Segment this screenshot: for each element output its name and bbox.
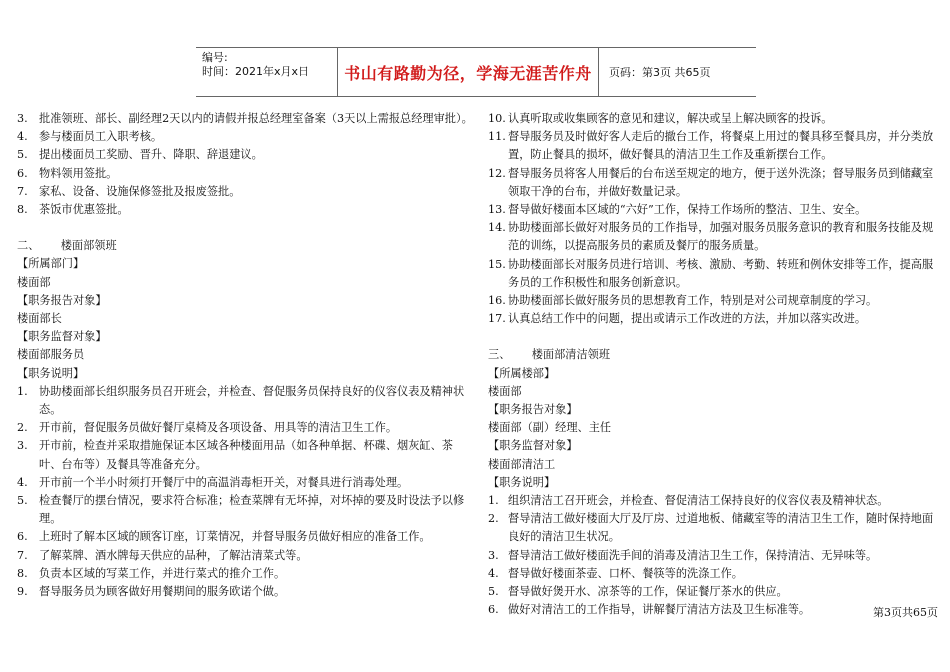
list-item — [17, 583, 475, 601]
item-number: 1. — [17, 384, 28, 398]
item-number: 1. — [488, 494, 499, 508]
report-value: 楼面部（副）经理、主任 — [488, 421, 612, 435]
list-item — [17, 165, 475, 183]
item-text: 茶饭市优惠签批。 — [39, 203, 129, 217]
duty-label: 【职务说明】 — [17, 366, 85, 380]
item-number: 5. — [17, 148, 28, 162]
item-number: 2. — [488, 512, 499, 526]
list-item — [488, 310, 938, 328]
header-page-info: 页码：第3页 共65页 — [609, 66, 711, 79]
item-number: 17. — [488, 312, 506, 326]
item-number: 4. — [488, 566, 499, 580]
time-label: 时间：2021年x月x日 — [202, 65, 310, 78]
list-item — [488, 565, 938, 583]
left-list-a — [17, 110, 475, 219]
item-text: 协助楼面部长做好对服务员的工作指导，加强对服务员服务意识的教育和服务技能及规范的训练，以提高服务员的素质及餐厅的服务质量。 — [508, 221, 934, 253]
list-item — [17, 565, 475, 583]
right-list-b — [488, 492, 938, 619]
item-number: 10. — [488, 112, 506, 125]
right-column — [488, 110, 938, 619]
dept-label: 【所属部门】 — [17, 257, 85, 271]
item-text: 督导服务员将客人用餐后的台布送至规定的地方，便于送外洗涤；督导服务员到储藏室领取干净的台布，并做好数量记录。 — [508, 166, 934, 198]
list-item — [488, 128, 938, 164]
supervise-value: 楼面部清洁工 — [488, 457, 556, 471]
item-number: 16. — [488, 294, 506, 308]
item-text: 物料领用签批。 — [39, 166, 118, 180]
page-header — [196, 47, 756, 97]
item-text: 督导清洁工做好楼面大厅及厅房、过道地板、储藏室等的清洁卫生工作，随时保持地面良好的清洁卫生状况。 — [508, 512, 934, 544]
right-list-a — [488, 110, 938, 328]
item-number: 12. — [488, 166, 506, 180]
list-item — [17, 528, 475, 546]
item-text: 认真听取或收集顾客的意见和建议，解决或呈上解决顾客的投诉。 — [508, 112, 833, 125]
duty-label: 【职务说明】 — [488, 475, 556, 489]
item-number: 13. — [488, 203, 506, 217]
item-text: 检查餐厅的摆台情况，要求符合标准；检查菜牌有无坏掉，对坏掉的要及时设法予以修理。 — [39, 494, 465, 526]
report-label: 【职务报告对象】 — [17, 293, 107, 307]
item-text: 协助楼面部长对服务员进行培训、考核、激励、考勤、转班和例休安排等工作，提高服务员的工作积极性和服务创新意识。 — [508, 257, 934, 289]
item-number: 3. — [17, 112, 28, 125]
item-text: 开市前一个半小时须打开餐厅中的高温消毒柜开关，对餐具进行消毒处理。 — [39, 475, 409, 489]
item-text: 参与楼面员工入职考核。 — [39, 130, 163, 144]
left-list-b — [17, 383, 475, 601]
item-text: 认真总结工作中的问题，提出或请示工作改进的方法，并加以落实改进。 — [508, 312, 867, 326]
item-number: 4. — [17, 475, 28, 489]
item-number: 5. — [488, 585, 499, 599]
section-title-3: 三、 楼面部清洁领班 — [488, 348, 611, 362]
item-number: 11. — [488, 130, 506, 144]
list-item — [17, 492, 475, 528]
dept-value: 楼面部 — [17, 275, 51, 289]
item-number: 8. — [17, 566, 28, 580]
list-item — [488, 292, 938, 310]
item-number: 3. — [17, 439, 28, 453]
list-item — [488, 165, 938, 201]
header-motto: 书山有路勤为径，学海无涯苦作舟 — [338, 48, 599, 96]
item-text: 上班时了解本区域的顾客订座，订菜情况，并督导服务员做好相应的准备工作。 — [39, 530, 431, 544]
item-text: 督导清洁工做好楼面洗手间的消毒及清洁卫生工作，保持清洁、无异味等。 — [508, 548, 878, 562]
item-number: 6. — [17, 166, 28, 180]
item-text: 家私、设备、设施保修签批及报废签批。 — [39, 184, 241, 198]
list-item — [17, 183, 475, 201]
list-item — [488, 601, 938, 619]
list-item — [488, 492, 938, 510]
list-item — [488, 219, 938, 255]
list-item — [17, 437, 475, 473]
item-number: 14. — [488, 221, 506, 235]
item-number: 6. — [488, 603, 499, 617]
item-text: 开市前，督促服务员做好餐厅桌椅及各项设备、用具等的清洁卫生工作。 — [39, 421, 398, 435]
item-text: 督导服务员为顾客做好用餐期间的服务欧诺个做。 — [39, 585, 286, 599]
list-item — [17, 383, 475, 419]
item-text: 批准领班、部长、副经理2天以内的请假并报总经理室备案（3天以上需报总经理审批）。 — [39, 112, 473, 125]
item-number: 7. — [17, 184, 28, 198]
item-number: 4. — [17, 130, 28, 144]
supervise-label: 【职务监督对象】 — [17, 330, 107, 344]
item-text: 做好对清洁工的工作指导，讲解餐厅清洁方法及卫生标准等。 — [508, 603, 811, 617]
section-title-2: 二、 楼面部领班 — [17, 239, 117, 253]
item-number: 2. — [17, 421, 28, 435]
header-meta — [196, 48, 338, 96]
page-footer: 第3页共65页 — [873, 606, 938, 619]
item-number: 7. — [17, 548, 28, 562]
list-item — [488, 201, 938, 219]
item-text: 督导做好煲开水、凉茶等的工作，保证餐厅茶水的供应。 — [508, 585, 788, 599]
number-label: 编号: — [202, 51, 228, 64]
list-item — [488, 583, 938, 601]
item-number: 9. — [17, 585, 28, 599]
item-number: 6. — [17, 530, 28, 544]
list-item — [488, 110, 938, 128]
item-number: 15. — [488, 257, 506, 271]
left-column — [17, 110, 475, 601]
list-item — [17, 110, 475, 128]
item-text: 督导做好楼面茶壶、口杯、餐筷等的洗涤工作。 — [508, 566, 743, 580]
list-item — [17, 201, 475, 219]
item-text: 了解菜牌、酒水牌每天供应的品种，了解沽清菜式等。 — [39, 548, 308, 562]
list-item — [17, 128, 475, 146]
item-text: 协助楼面部长做好服务员的思想教育工作，特别是对公司规章制度的学习。 — [508, 294, 878, 308]
item-text: 督导服务员及时做好客人走后的撤台工作，将餐桌上用过的餐具移至餐具房，并分类放置，防止餐具的损坏，做好餐具的清洁卫生工作及重新摆台工作。 — [508, 130, 934, 162]
report-label: 【职务报告对象】 — [488, 403, 578, 417]
dept-value: 楼面部 — [488, 384, 522, 398]
item-text: 协助楼面部长组织服务员召开班会，并检查、督促服务员保持良好的仪容仪表及精神状态。 — [39, 384, 465, 417]
list-item — [17, 474, 475, 492]
item-number: 5. — [17, 494, 28, 508]
item-text: 提出楼面员工奖励、晋升、降职、辞退建议。 — [39, 148, 263, 162]
item-number: 3. — [488, 548, 499, 562]
list-item — [488, 547, 938, 565]
list-item — [488, 256, 938, 292]
list-item — [17, 419, 475, 437]
report-value: 楼面部长 — [17, 312, 62, 326]
item-number: 8. — [17, 203, 28, 217]
list-item — [17, 547, 475, 565]
supervise-value: 楼面部服务员 — [17, 348, 85, 362]
supervise-label: 【职务监督对象】 — [488, 439, 578, 453]
list-item — [17, 146, 475, 164]
list-item — [488, 510, 938, 546]
dept-label: 【所属楼部】 — [488, 366, 556, 380]
item-text: 开市前，检查并采取措施保证本区域各种楼面用品（如各种单据、杯碟、烟灰缸、茶叶、台布等）及餐具等准备充分。 — [39, 439, 453, 471]
item-text: 督导做好楼面本区域的“六好”工作，保持工作场所的整洁、卫生、安全。 — [508, 203, 867, 217]
item-text: 负责本区域的写菜工作，并进行菜式的推介工作。 — [39, 566, 286, 580]
item-text: 组织清洁工召开班会，并检查、督促清洁工保持良好的仪容仪表及精神状态。 — [508, 494, 889, 508]
